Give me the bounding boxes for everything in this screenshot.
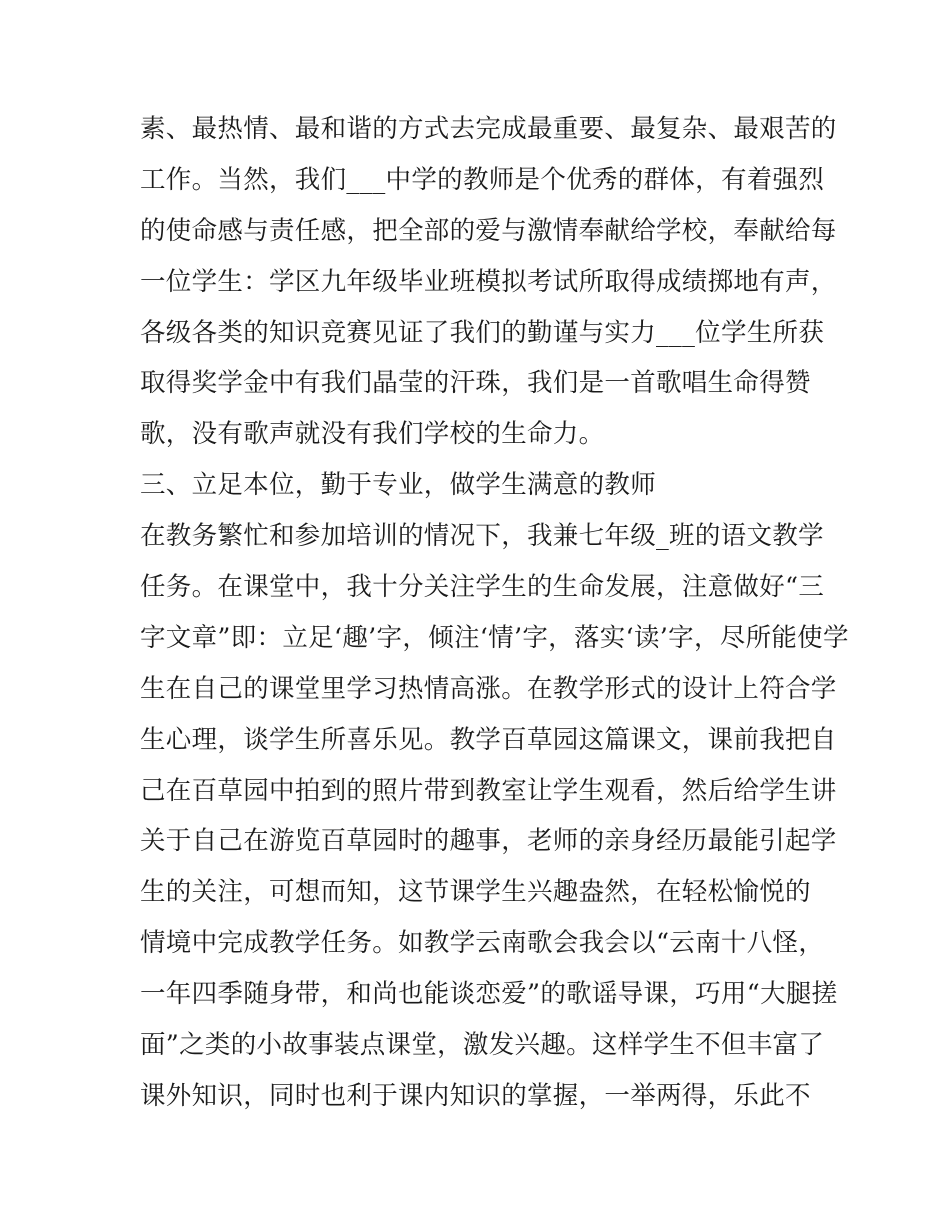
text-line: 己在百草园中拍到的照片带到教室让学生观看，然后给学生讲 bbox=[140, 775, 837, 806]
text-line: 课外知识，同时也利于课内知识的掌握，一举两得，乐此不 bbox=[140, 1080, 811, 1111]
text-line: 情境中完成教学任务。如教学云南歌会我会以“云南十八怪， bbox=[140, 928, 825, 959]
text-line: 生心理，谈学生所喜乐见。教学百草园这篇课文，课前我把自 bbox=[140, 724, 837, 755]
text-line: 在教务繁忙和参加培训的情况下，我兼七年级_班的语文教学 bbox=[140, 521, 824, 552]
text-line: 工作。当然，我们___中学的教师是个优秀的群体，有着强烈 bbox=[140, 164, 825, 195]
text-line: 生在自己的课堂里学习热情高涨。在教学形式的设计上符合学 bbox=[140, 673, 837, 704]
section-heading: 三、立足本位，勤于专业，做学生满意的教师 bbox=[140, 470, 657, 501]
text-line: 一位学生：学区九年级毕业班模拟考试所取得成绩掷地有声， bbox=[140, 266, 837, 297]
text-line: 素、最热情、最和谐的方式去完成最重要、最复杂、最艰苦的 bbox=[140, 114, 837, 144]
text-line: 面”之类的小故事装点课堂，激发兴趣。这样学生不但丰富了 bbox=[140, 1030, 825, 1061]
text-line: 一年四季随身带，和尚也能谈恋爱”的歌谣导课，巧用“大腿搓 bbox=[140, 979, 838, 1010]
text-line: 生的关注，可想而知，这节课学生兴趣盎然，在轻松愉悦的 bbox=[140, 877, 811, 908]
text-line: 歌，没有歌声就没有我们学校的生命力。 bbox=[140, 419, 605, 450]
text-line: 取得奖学金中有我们晶莹的汗珠，我们是一首歌唱生命得赞 bbox=[140, 368, 811, 399]
text-line: 的使命感与责任感，把全部的爱与激情奉献给学校，奉献给每 bbox=[140, 215, 837, 246]
text-line: 各级各类的知识竞赛见证了我们的勤谨与实力___位学生所获 bbox=[140, 317, 825, 348]
body-text bbox=[140, 104, 849, 1122]
text-line: 关于自己在游览百草园时的趣事，老师的亲身经历最能引起学 bbox=[140, 826, 837, 857]
text-line: 字文章”即：立足‘趣’字，倾注‘情’字，落实‘读’字，尽所能使学 bbox=[140, 622, 849, 653]
text-line: 任务。在课堂中，我十分关注学生的生命发展，注意做好“三 bbox=[140, 572, 825, 603]
